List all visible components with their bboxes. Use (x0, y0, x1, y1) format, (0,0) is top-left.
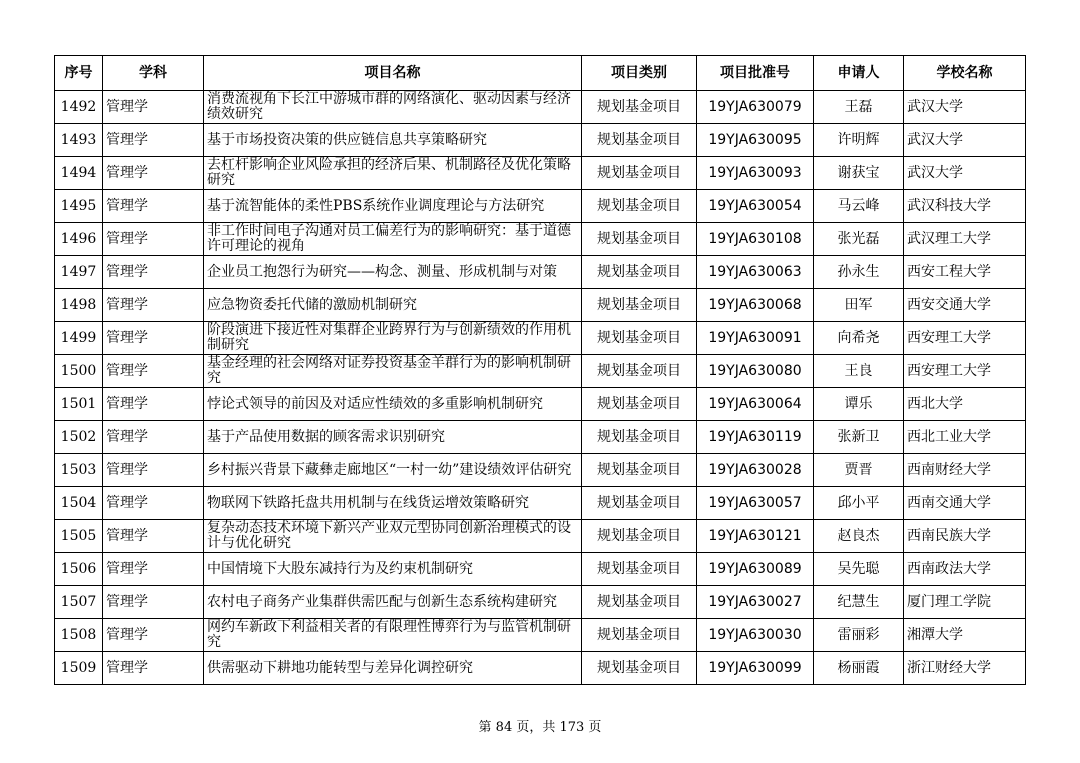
cell-project-type: 规划基金项目 (582, 91, 697, 124)
cell-project-type: 规划基金项目 (582, 553, 697, 586)
cell-subject: 管理学 (103, 223, 204, 256)
cell-seq: 1497 (55, 256, 103, 289)
cell-applicant: 张光磊 (814, 223, 904, 256)
cell-applicant: 孙永生 (814, 256, 904, 289)
cell-subject: 管理学 (103, 487, 204, 520)
cell-project-type: 规划基金项目 (582, 586, 697, 619)
cell-seq: 1503 (55, 454, 103, 487)
cell-project-type: 规划基金项目 (582, 124, 697, 157)
cell-approval-number: 19YJA630091 (697, 322, 814, 355)
cell-project-type: 规划基金项目 (582, 421, 697, 454)
cell-applicant: 向希尧 (814, 322, 904, 355)
cell-school: 西南政法大学 (904, 553, 1026, 586)
cell-seq: 1508 (55, 619, 103, 652)
cell-seq: 1507 (55, 586, 103, 619)
cell-school: 武汉大学 (904, 124, 1026, 157)
cell-school: 西南民族大学 (904, 520, 1026, 553)
table-row (55, 652, 1026, 685)
cell-approval-number: 19YJA630119 (697, 421, 814, 454)
cell-school: 西安交通大学 (904, 289, 1026, 322)
cell-project-type: 规划基金项目 (582, 355, 697, 388)
cell-seq: 1500 (55, 355, 103, 388)
cell-project-name: 企业员工抱怨行为研究——构念、测量、形成机制与对策 (204, 256, 582, 289)
cell-school: 西安工程大学 (904, 256, 1026, 289)
table-row (55, 586, 1026, 619)
header-subject: 学科 (103, 56, 204, 91)
cell-approval-number: 19YJA630054 (697, 190, 814, 223)
table-row (55, 289, 1026, 322)
cell-project-type: 规划基金项目 (582, 652, 697, 685)
cell-seq: 1504 (55, 487, 103, 520)
cell-project-type: 规划基金项目 (582, 454, 697, 487)
table-row (55, 421, 1026, 454)
cell-subject: 管理学 (103, 157, 204, 190)
table-row (55, 256, 1026, 289)
table-row (55, 190, 1026, 223)
cell-approval-number: 19YJA630089 (697, 553, 814, 586)
cell-subject: 管理学 (103, 355, 204, 388)
cell-approval-number: 19YJA630057 (697, 487, 814, 520)
cell-project-name: 应急物资委托代储的激励机制研究 (204, 289, 582, 322)
table-body (55, 91, 1026, 685)
cell-applicant: 纪慧生 (814, 586, 904, 619)
table-row (55, 388, 1026, 421)
cell-applicant: 田军 (814, 289, 904, 322)
header-applicant: 申请人 (814, 56, 904, 91)
table-row (55, 157, 1026, 190)
cell-project-name: 中国情境下大股东减持行为及约束机制研究 (204, 553, 582, 586)
cell-school: 浙江财经大学 (904, 652, 1026, 685)
table-row (55, 520, 1026, 553)
cell-subject: 管理学 (103, 586, 204, 619)
cell-approval-number: 19YJA630095 (697, 124, 814, 157)
page-number: 第 84 页，共 173 页 (478, 720, 602, 735)
cell-applicant: 马云峰 (814, 190, 904, 223)
cell-subject: 管理学 (103, 520, 204, 553)
cell-project-name: 供需驱动下耕地功能转型与差异化调控研究 (204, 652, 582, 685)
cell-approval-number: 19YJA630064 (697, 388, 814, 421)
cell-subject: 管理学 (103, 454, 204, 487)
cell-school: 厦门理工学院 (904, 586, 1026, 619)
header-seq: 序号 (55, 56, 103, 91)
cell-applicant: 谢获宝 (814, 157, 904, 190)
cell-project-name: 消费流视角下长江中游城市群的网络演化、驱动因素与经济绩效研究 (204, 91, 582, 124)
cell-school: 武汉理工大学 (904, 223, 1026, 256)
header-name: 项目名称 (204, 56, 582, 91)
cell-project-type: 规划基金项目 (582, 487, 697, 520)
cell-project-type: 规划基金项目 (582, 256, 697, 289)
cell-seq: 1509 (55, 652, 103, 685)
cell-project-name: 阶段演进下接近性对集群企业跨界行为与创新绩效的作用机制研究 (204, 322, 582, 355)
cell-project-name: 乡村振兴背景下藏彝走廊地区“一村一幼”建设绩效评估研究 (204, 454, 582, 487)
cell-subject: 管理学 (103, 190, 204, 223)
cell-school: 西南交通大学 (904, 487, 1026, 520)
cell-subject: 管理学 (103, 619, 204, 652)
cell-project-type: 规划基金项目 (582, 157, 697, 190)
table-row (55, 322, 1026, 355)
cell-approval-number: 19YJA630068 (697, 289, 814, 322)
table-row (55, 223, 1026, 256)
cell-subject: 管理学 (103, 256, 204, 289)
cell-school: 西安理工大学 (904, 355, 1026, 388)
cell-applicant: 杨丽霞 (814, 652, 904, 685)
cell-subject: 管理学 (103, 289, 204, 322)
cell-school: 武汉科技大学 (904, 190, 1026, 223)
cell-project-type: 规划基金项目 (582, 322, 697, 355)
cell-seq: 1505 (55, 520, 103, 553)
cell-applicant: 贾晋 (814, 454, 904, 487)
cell-applicant: 张新卫 (814, 421, 904, 454)
cell-seq: 1494 (55, 157, 103, 190)
cell-project-name: 非工作时间电子沟通对员工偏差行为的影响研究：基于道德许可理论的视角 (204, 223, 582, 256)
cell-applicant: 王磊 (814, 91, 904, 124)
cell-project-name: 基于产品使用数据的顾客需求识别研究 (204, 421, 582, 454)
header-school: 学校名称 (904, 56, 1026, 91)
cell-subject: 管理学 (103, 421, 204, 454)
cell-subject: 管理学 (103, 652, 204, 685)
cell-school: 西北大学 (904, 388, 1026, 421)
cell-school: 西北工业大学 (904, 421, 1026, 454)
cell-project-type: 规划基金项目 (582, 223, 697, 256)
cell-subject: 管理学 (103, 91, 204, 124)
cell-school: 武汉大学 (904, 157, 1026, 190)
cell-seq: 1493 (55, 124, 103, 157)
cell-seq: 1495 (55, 190, 103, 223)
cell-seq: 1492 (55, 91, 103, 124)
table-row (55, 487, 1026, 520)
cell-project-name: 基于市场投资决策的供应链信息共享策略研究 (204, 124, 582, 157)
cell-approval-number: 19YJA630121 (697, 520, 814, 553)
cell-approval-number: 19YJA630030 (697, 619, 814, 652)
cell-applicant: 雷丽彩 (814, 619, 904, 652)
cell-project-type: 规划基金项目 (582, 619, 697, 652)
cell-applicant: 谭乐 (814, 388, 904, 421)
cell-seq: 1498 (55, 289, 103, 322)
cell-seq: 1496 (55, 223, 103, 256)
project-table (54, 55, 1026, 685)
cell-project-name: 网约车新政下利益相关者的有限理性博弈行为与监管机制研究 (204, 619, 582, 652)
cell-approval-number: 19YJA630027 (697, 586, 814, 619)
cell-subject: 管理学 (103, 553, 204, 586)
cell-subject: 管理学 (103, 322, 204, 355)
header-row (55, 56, 1026, 91)
table-row (55, 553, 1026, 586)
cell-approval-number: 19YJA630099 (697, 652, 814, 685)
cell-project-name: 悖论式领导的前因及对适应性绩效的多重影响机制研究 (204, 388, 582, 421)
header-code: 项目批准号 (697, 56, 814, 91)
cell-seq: 1499 (55, 322, 103, 355)
cell-approval-number: 19YJA630028 (697, 454, 814, 487)
cell-approval-number: 19YJA630093 (697, 157, 814, 190)
cell-approval-number: 19YJA630108 (697, 223, 814, 256)
cell-project-name: 基金经理的社会网络对证券投资基金羊群行为的影响机制研究 (204, 355, 582, 388)
cell-school: 西南财经大学 (904, 454, 1026, 487)
cell-approval-number: 19YJA630063 (697, 256, 814, 289)
cell-project-name: 去杠杆影响企业风险承担的经济后果、机制路径及优化策略研究 (204, 157, 582, 190)
cell-seq: 1506 (55, 553, 103, 586)
cell-school: 武汉大学 (904, 91, 1026, 124)
cell-approval-number: 19YJA630080 (697, 355, 814, 388)
cell-school: 西安理工大学 (904, 322, 1026, 355)
cell-subject: 管理学 (103, 124, 204, 157)
cell-project-name: 基于流智能体的柔性PBS系统作业调度理论与方法研究 (204, 190, 582, 223)
cell-project-name: 物联网下铁路托盘共用机制与在线货运增效策略研究 (204, 487, 582, 520)
cell-project-type: 规划基金项目 (582, 388, 697, 421)
cell-applicant: 邱小平 (814, 487, 904, 520)
cell-seq: 1502 (55, 421, 103, 454)
table-row (55, 619, 1026, 652)
table-row (55, 454, 1026, 487)
cell-project-type: 规划基金项目 (582, 520, 697, 553)
cell-applicant: 许明辉 (814, 124, 904, 157)
cell-seq: 1501 (55, 388, 103, 421)
cell-applicant: 王良 (814, 355, 904, 388)
cell-project-name: 农村电子商务产业集群供需匹配与创新生态系统构建研究 (204, 586, 582, 619)
cell-project-type: 规划基金项目 (582, 190, 697, 223)
cell-subject: 管理学 (103, 388, 204, 421)
cell-project-type: 规划基金项目 (582, 289, 697, 322)
table-row (55, 91, 1026, 124)
cell-applicant: 吴先聪 (814, 553, 904, 586)
cell-approval-number: 19YJA630079 (697, 91, 814, 124)
cell-applicant: 赵良杰 (814, 520, 904, 553)
table-row (55, 355, 1026, 388)
cell-project-name: 复杂动态技术环境下新兴产业双元型协同创新治理模式的设计与优化研究 (204, 520, 582, 553)
header-type: 项目类别 (582, 56, 697, 91)
cell-school: 湘潭大学 (904, 619, 1026, 652)
table-row (55, 124, 1026, 157)
